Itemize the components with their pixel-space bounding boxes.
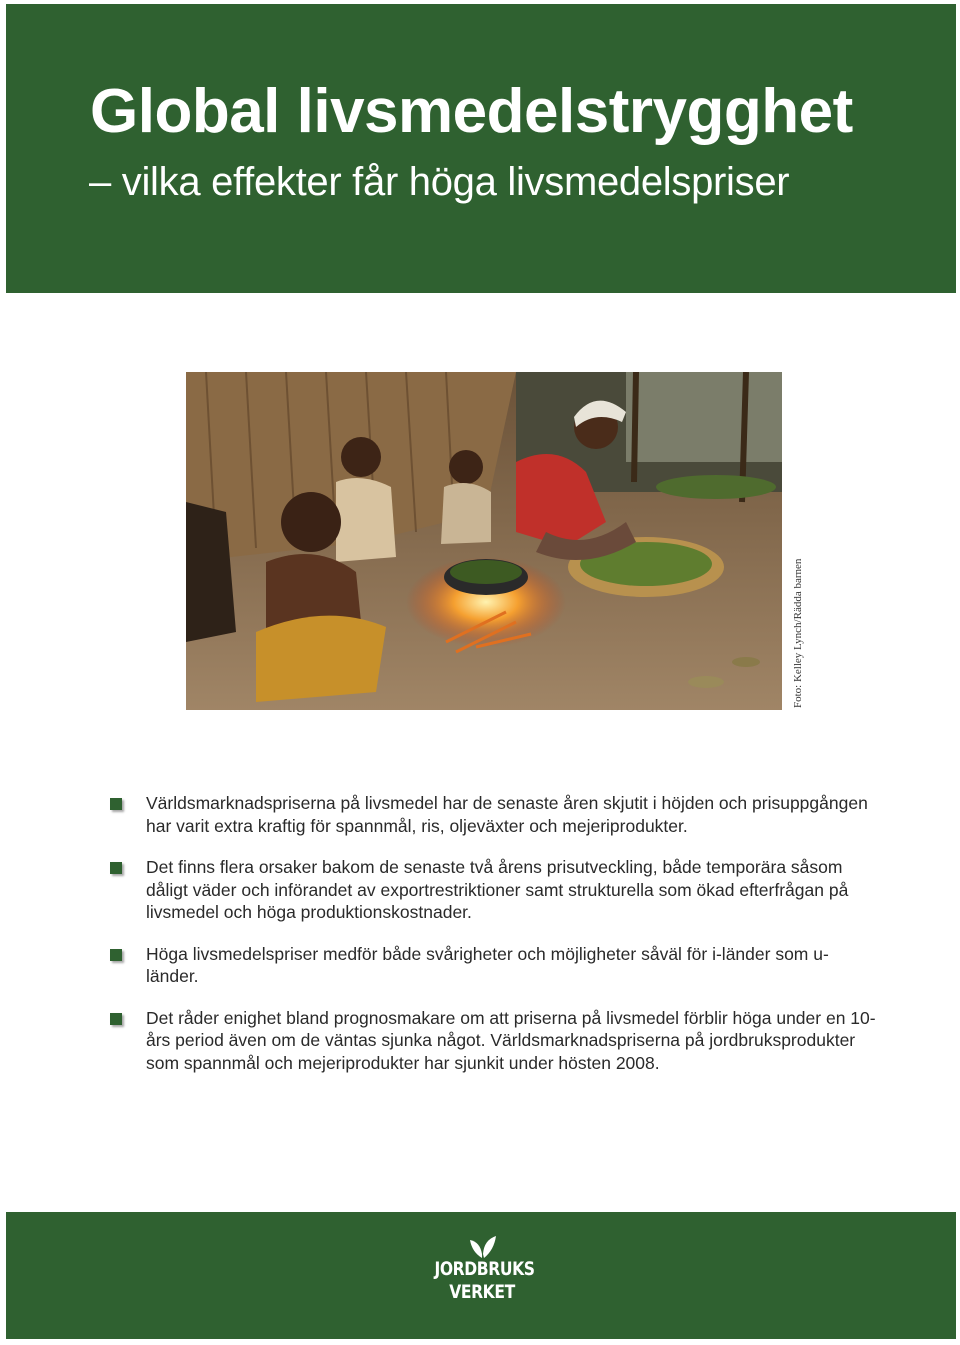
bullet-text: Höga livsmedelspriser medför både svårigheter och möjligheter såväl för i-länder som u-länder. — [146, 943, 829, 986]
bullet-text: Det finns flera orsaker bakom de senaste två årens prisutveckling, både temporära såsom dåligt väder och införandet av exportrestriktioner samt strukturella som ökad efterfrågan på livsmedel och höga produktionskostnader. — [146, 857, 849, 922]
logo-line-2: VERKET — [449, 1281, 515, 1303]
cooking-scene-image — [186, 372, 782, 710]
list-item — [110, 1007, 880, 1075]
list-item — [110, 856, 880, 924]
square-bullet-icon — [110, 862, 122, 874]
header-band — [6, 4, 956, 293]
cover-photo — [186, 372, 782, 710]
square-bullet-icon — [110, 1013, 122, 1025]
logo-line-1: JORDBRUKS — [434, 1258, 535, 1280]
bullet-text: Det råder enighet bland prognosmakare om att priserna på livsmedel förblir höga under en 10-års period även om de väntas sjunka något. Världsmarknadspriserna på jordbruksprodukter som spannmål och mejeriprodukter har sjunkit under hösten 2008. — [146, 1007, 876, 1073]
bullet-list — [110, 792, 880, 1093]
list-item — [110, 943, 880, 988]
page-subtitle: – vilka effekter får höga livsmedelspriser — [89, 160, 790, 204]
page-title: Global livsmedelstrygghet — [90, 77, 853, 146]
square-bullet-icon — [110, 949, 122, 961]
photo-credit: Foto: Kelley Lynch/Rädda barnen — [792, 558, 804, 708]
bullet-text: Världsmarknadspriserna på livsmedel har de senaste åren skjutit i höjden och prisuppgången har varit extra kraftig för spannmål, ris, oljeväxter och mejeriprodukter. — [146, 793, 868, 836]
square-bullet-icon — [110, 798, 122, 810]
jordbruksverket-logo — [424, 1234, 540, 1314]
list-item — [110, 792, 880, 837]
leaf-icon — [468, 1234, 498, 1258]
